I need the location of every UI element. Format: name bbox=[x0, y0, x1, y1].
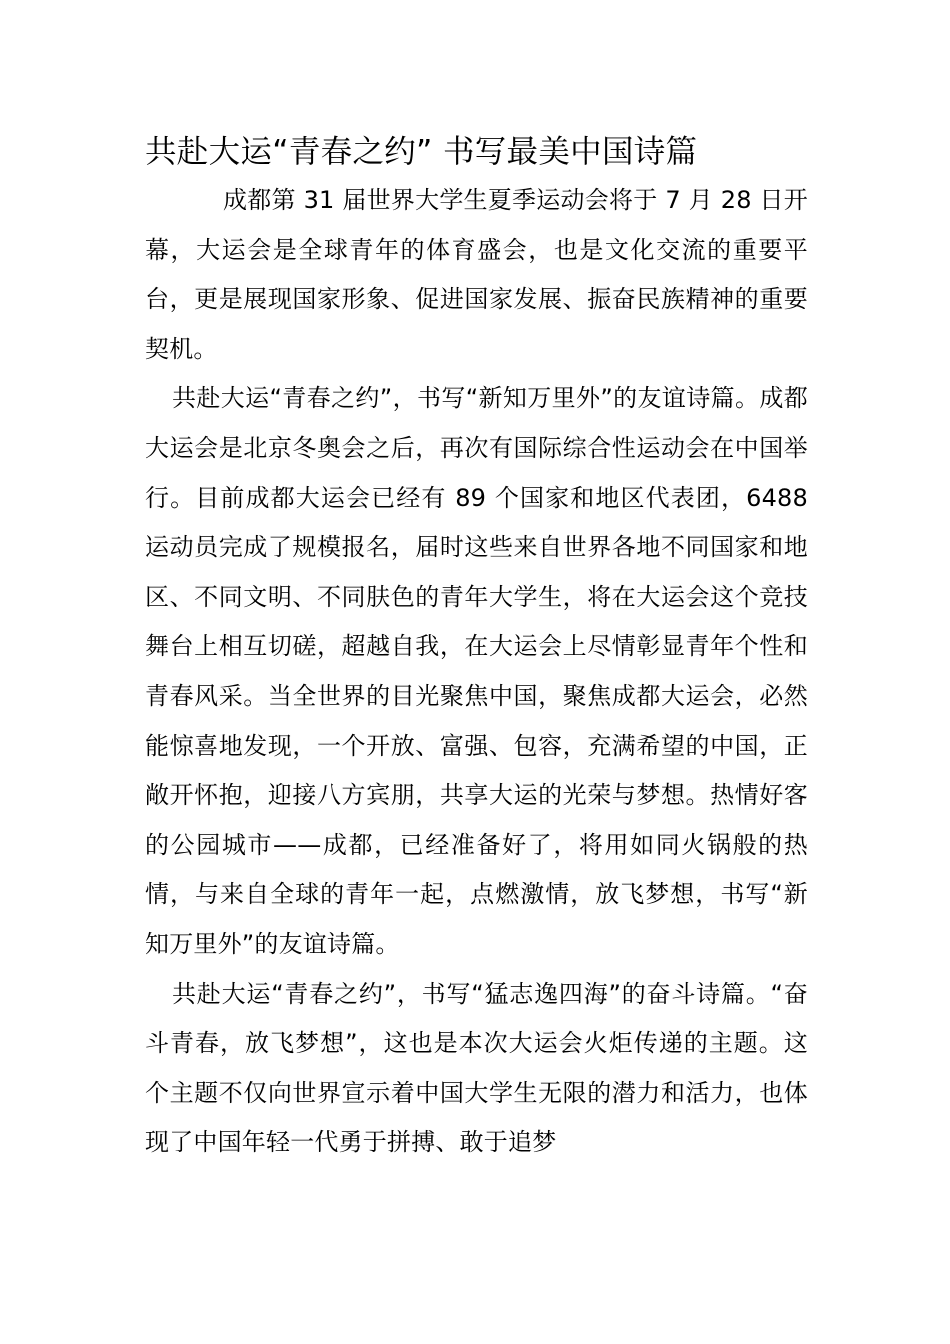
paragraph-struggle: 共赴大运“青春之约”，书写“猛志逸四海”的奋斗诗篇。“奋斗青春，放飞梦想”，这也是本次大运会火炬传递的主题。这个主题不仅向世界宣示着中国大学生无限的潜力和活力，也体现了中国年轻一代勇于拼搏、敢于追梦 bbox=[145, 979, 808, 1157]
paragraph-intro: 成都第 31 届世界大学生夏季运动会将于 7 月 28 日开幕，大运会是全球青年的体育盛会，也是文化交流的重要平台，更是展现国家形象、促进国家发展、振奋民族精神的重要契机。 bbox=[145, 186, 808, 363]
paragraph-friendship: 共赴大运“青春之约”，书写“新知万里外”的友谊诗篇。成都大运会是北京冬奥会之后，再次有国际综合性运动会在中国举行。目前成都大运会已经有 89 个国家和地区代表团，6488 运动员完成了规模报名，届时这些来自世界各地不同国家和地区、不同文明、不同肤色的青年大学生，将在大运会这个竞技舞台上相互切磋，超越自我，在大运会上尽情彰显青年个性和青春风采。当全世界的目光聚焦中国，聚焦成都大运会，必然能惊喜地发现，一个开放、富强、包容，充满希望的中国，正敞开怀抱，迎接八方宾朋，共享大运的光荣与梦想。热情好客的公园城市——成都，已经准备好了，将用如同火锅般的热情，与来自全球的青年一起，点燃激情，放飞梦想，书写“新知万里外”的友谊诗篇。 bbox=[145, 384, 808, 958]
document-title: 共赴大运“青春之约” 书写最美中国诗篇 bbox=[145, 134, 698, 170]
document-body bbox=[145, 176, 808, 1168]
